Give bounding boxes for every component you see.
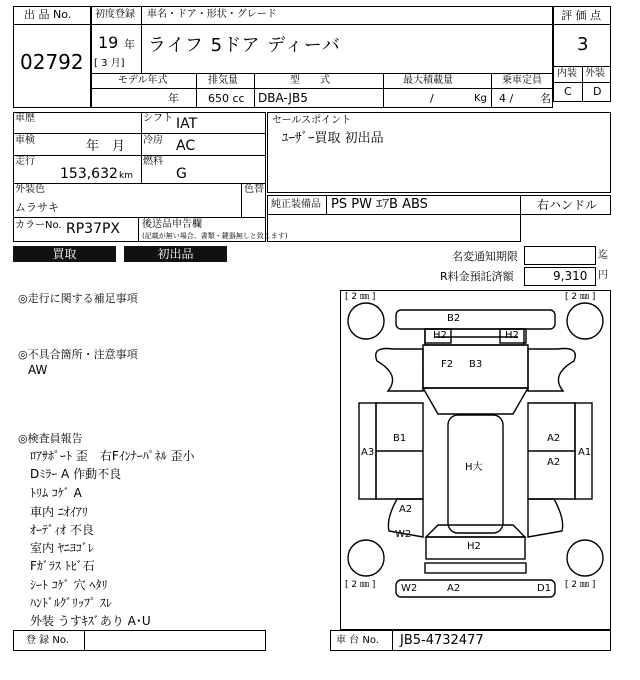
badge-first-listing: 初出品	[124, 246, 227, 262]
rear-right-quarter	[528, 499, 563, 537]
damage-mark: A2	[399, 504, 413, 515]
max-load-unit: Kg	[474, 93, 487, 104]
color-change-label: 色替	[244, 184, 264, 195]
ac-label: 冷房	[143, 135, 163, 146]
registration-number-label: 登 録 No.	[26, 635, 69, 646]
wheel-rear-left	[348, 540, 384, 576]
report-title: ◎検査員報告	[18, 432, 83, 445]
damage-mark: B2	[447, 313, 461, 324]
mileage-label: 走行	[15, 156, 35, 167]
damage-mark: A1	[578, 447, 592, 458]
corner-label-front-left: [ 2 ㎜ ]	[345, 292, 376, 302]
model-type-label: 型 式	[290, 75, 330, 86]
recycle-unit: 円	[598, 270, 608, 281]
damage-mark: H2	[433, 330, 447, 341]
color-no-value: RP37PX	[66, 221, 121, 237]
name-change-unit: 迄	[598, 250, 608, 261]
defects-value: AW	[28, 363, 48, 377]
front-right-fender	[528, 349, 575, 392]
recycle-value: 9,310	[553, 269, 588, 283]
corner-label-rear-right: [ 2 ㎜ ]	[565, 580, 596, 590]
report-line: ﾛｱｻﾎﾟｰﾄ 歪 右Fｲﾝﾅｰﾊﾟﾈﾙ 歪小	[30, 449, 195, 463]
inspection-label: 車検	[15, 135, 35, 146]
wheel-front-left	[348, 303, 384, 339]
inspection-value: 年 月	[86, 139, 126, 154]
recycle-label: R料金預託済額	[440, 270, 514, 283]
defects-title: ◎不具合箇所・注意事項	[18, 348, 138, 361]
damage-mark: W2	[395, 529, 412, 540]
damage-mark: A2	[547, 433, 561, 444]
car-name-value: ライフ 5ドア ディーバ	[148, 35, 341, 56]
exterior-grade: D	[593, 85, 602, 98]
first-reg-label: 初度登録	[95, 9, 135, 20]
sales-point-label: セールスポイント	[272, 115, 352, 126]
report-line: Fｶﾞﾗｽ ﾄﾋﾞ石	[30, 559, 95, 573]
color-no-label: カラーNo.	[15, 220, 62, 231]
report-line: ｵｰﾃﾞｨｵ 不良	[30, 523, 94, 537]
driving-notes-title: ◎走行に関する補足事項	[18, 292, 138, 305]
report-line: ﾊﾝﾄﾞﾙｸﾞﾘｯﾌﾟ ｽﾚ	[30, 596, 112, 610]
shift-value: IAT	[176, 116, 198, 132]
capacity-value: 4 /	[499, 92, 514, 105]
wheel-front-right	[567, 303, 603, 339]
report-line: ｼｰﾄ ｺｹﾞ 穴 ﾍﾀﾘ	[30, 578, 108, 592]
lot-no-value: 02792	[20, 50, 84, 74]
report-line: 外装 うすｷｽﾞあり A･U	[30, 614, 151, 628]
name-change-label: 名変通知期限	[452, 250, 518, 263]
damage-mark: H大	[465, 462, 483, 473]
mileage-unit: km	[119, 171, 133, 181]
history-label: 車歴	[15, 113, 35, 124]
report-line: 室内 ﾔﾆﾖｺﾞﾚ	[30, 541, 94, 555]
lot-no-label: 出 品 No.	[24, 8, 72, 21]
sales-point-value: ﾕｰｻﾞｰ買取 初出品	[282, 131, 384, 146]
front-bumper	[396, 310, 555, 329]
front-left-fender	[376, 349, 423, 392]
damage-mark: A2	[447, 583, 461, 594]
wheel-rear-right	[567, 540, 603, 576]
damage-diagram	[340, 290, 611, 630]
report-line: Dﾐﾗｰ A 作動不良	[30, 467, 122, 481]
damage-mark: B3	[469, 359, 483, 370]
exterior-color-value: ムラサキ	[15, 201, 59, 214]
mileage-value: 153,632	[60, 166, 118, 182]
damage-mark: H2	[467, 541, 481, 552]
corner-label-rear-left: [ 2 ㎜ ]	[345, 580, 376, 590]
equipment-label: 純正装備品	[271, 199, 321, 210]
fuel-label: 燃料	[143, 156, 163, 167]
badge-buyback: 買取	[13, 246, 116, 262]
corner-label-front-right: [ 2 ㎜ ]	[565, 292, 596, 302]
capacity-label: 乗車定員	[502, 75, 542, 86]
first-reg-year: 19	[98, 33, 119, 52]
damage-mark: D1	[537, 583, 552, 594]
model-type-value: DBA-JB5	[258, 91, 308, 105]
report-line: 車内 ﾆｵｲｱﾘ	[30, 505, 88, 519]
post-doc-note: (記載が無い場合、書類・鍵器無しと致します)	[142, 232, 288, 240]
damage-mark: W2	[401, 583, 418, 594]
chassis-number-label: 車 台 No.	[336, 635, 379, 646]
displacement-label: 排気量	[208, 75, 238, 86]
damage-mark: A2	[547, 457, 561, 468]
fuel-value: G	[176, 166, 187, 182]
displacement-value: 650 cc	[208, 92, 245, 105]
first-reg-year-unit: 年	[124, 38, 135, 51]
capacity-unit: 名	[540, 92, 551, 105]
equipment-value: PS PW ｴｱB ABS	[331, 197, 428, 212]
chassis-number-value: JB5-4732477	[400, 633, 484, 648]
ac-value: AC	[176, 138, 196, 154]
roof	[448, 415, 503, 533]
interior-grade: C	[564, 85, 572, 98]
damage-mark: A3	[361, 447, 375, 458]
exterior-label: 外装	[585, 68, 605, 79]
rear-bumper	[396, 580, 555, 597]
damage-mark: H2	[505, 330, 519, 341]
score-value: 3	[577, 34, 589, 55]
damage-mark: B1	[393, 433, 407, 444]
windshield	[423, 388, 528, 414]
car-outline	[341, 291, 610, 629]
car-name-label: 車名・ドア・形状・グレード	[147, 9, 277, 20]
post-doc-label: 後送品申告欄	[142, 219, 202, 230]
model-year-label: モデル年式	[118, 75, 168, 86]
rear-panel	[425, 563, 526, 573]
max-load-value: /	[430, 92, 434, 105]
interior-label: 内装	[557, 68, 577, 79]
first-reg-month: [ 3 月]	[94, 58, 125, 69]
shift-label: シフト	[143, 113, 173, 124]
exterior-color-label: 外装色	[15, 184, 45, 195]
steering-value: 右ハンドル	[537, 198, 598, 212]
model-year-value: 年	[168, 92, 179, 105]
name-change-field	[524, 246, 596, 265]
report-line: ﾄﾘﾑ ｺｹﾞ A	[30, 486, 82, 500]
score-label: 評 価 点	[561, 9, 601, 22]
max-load-label: 最大積載量	[403, 75, 453, 86]
damage-mark: F2	[441, 359, 454, 370]
rear-window	[426, 525, 525, 537]
